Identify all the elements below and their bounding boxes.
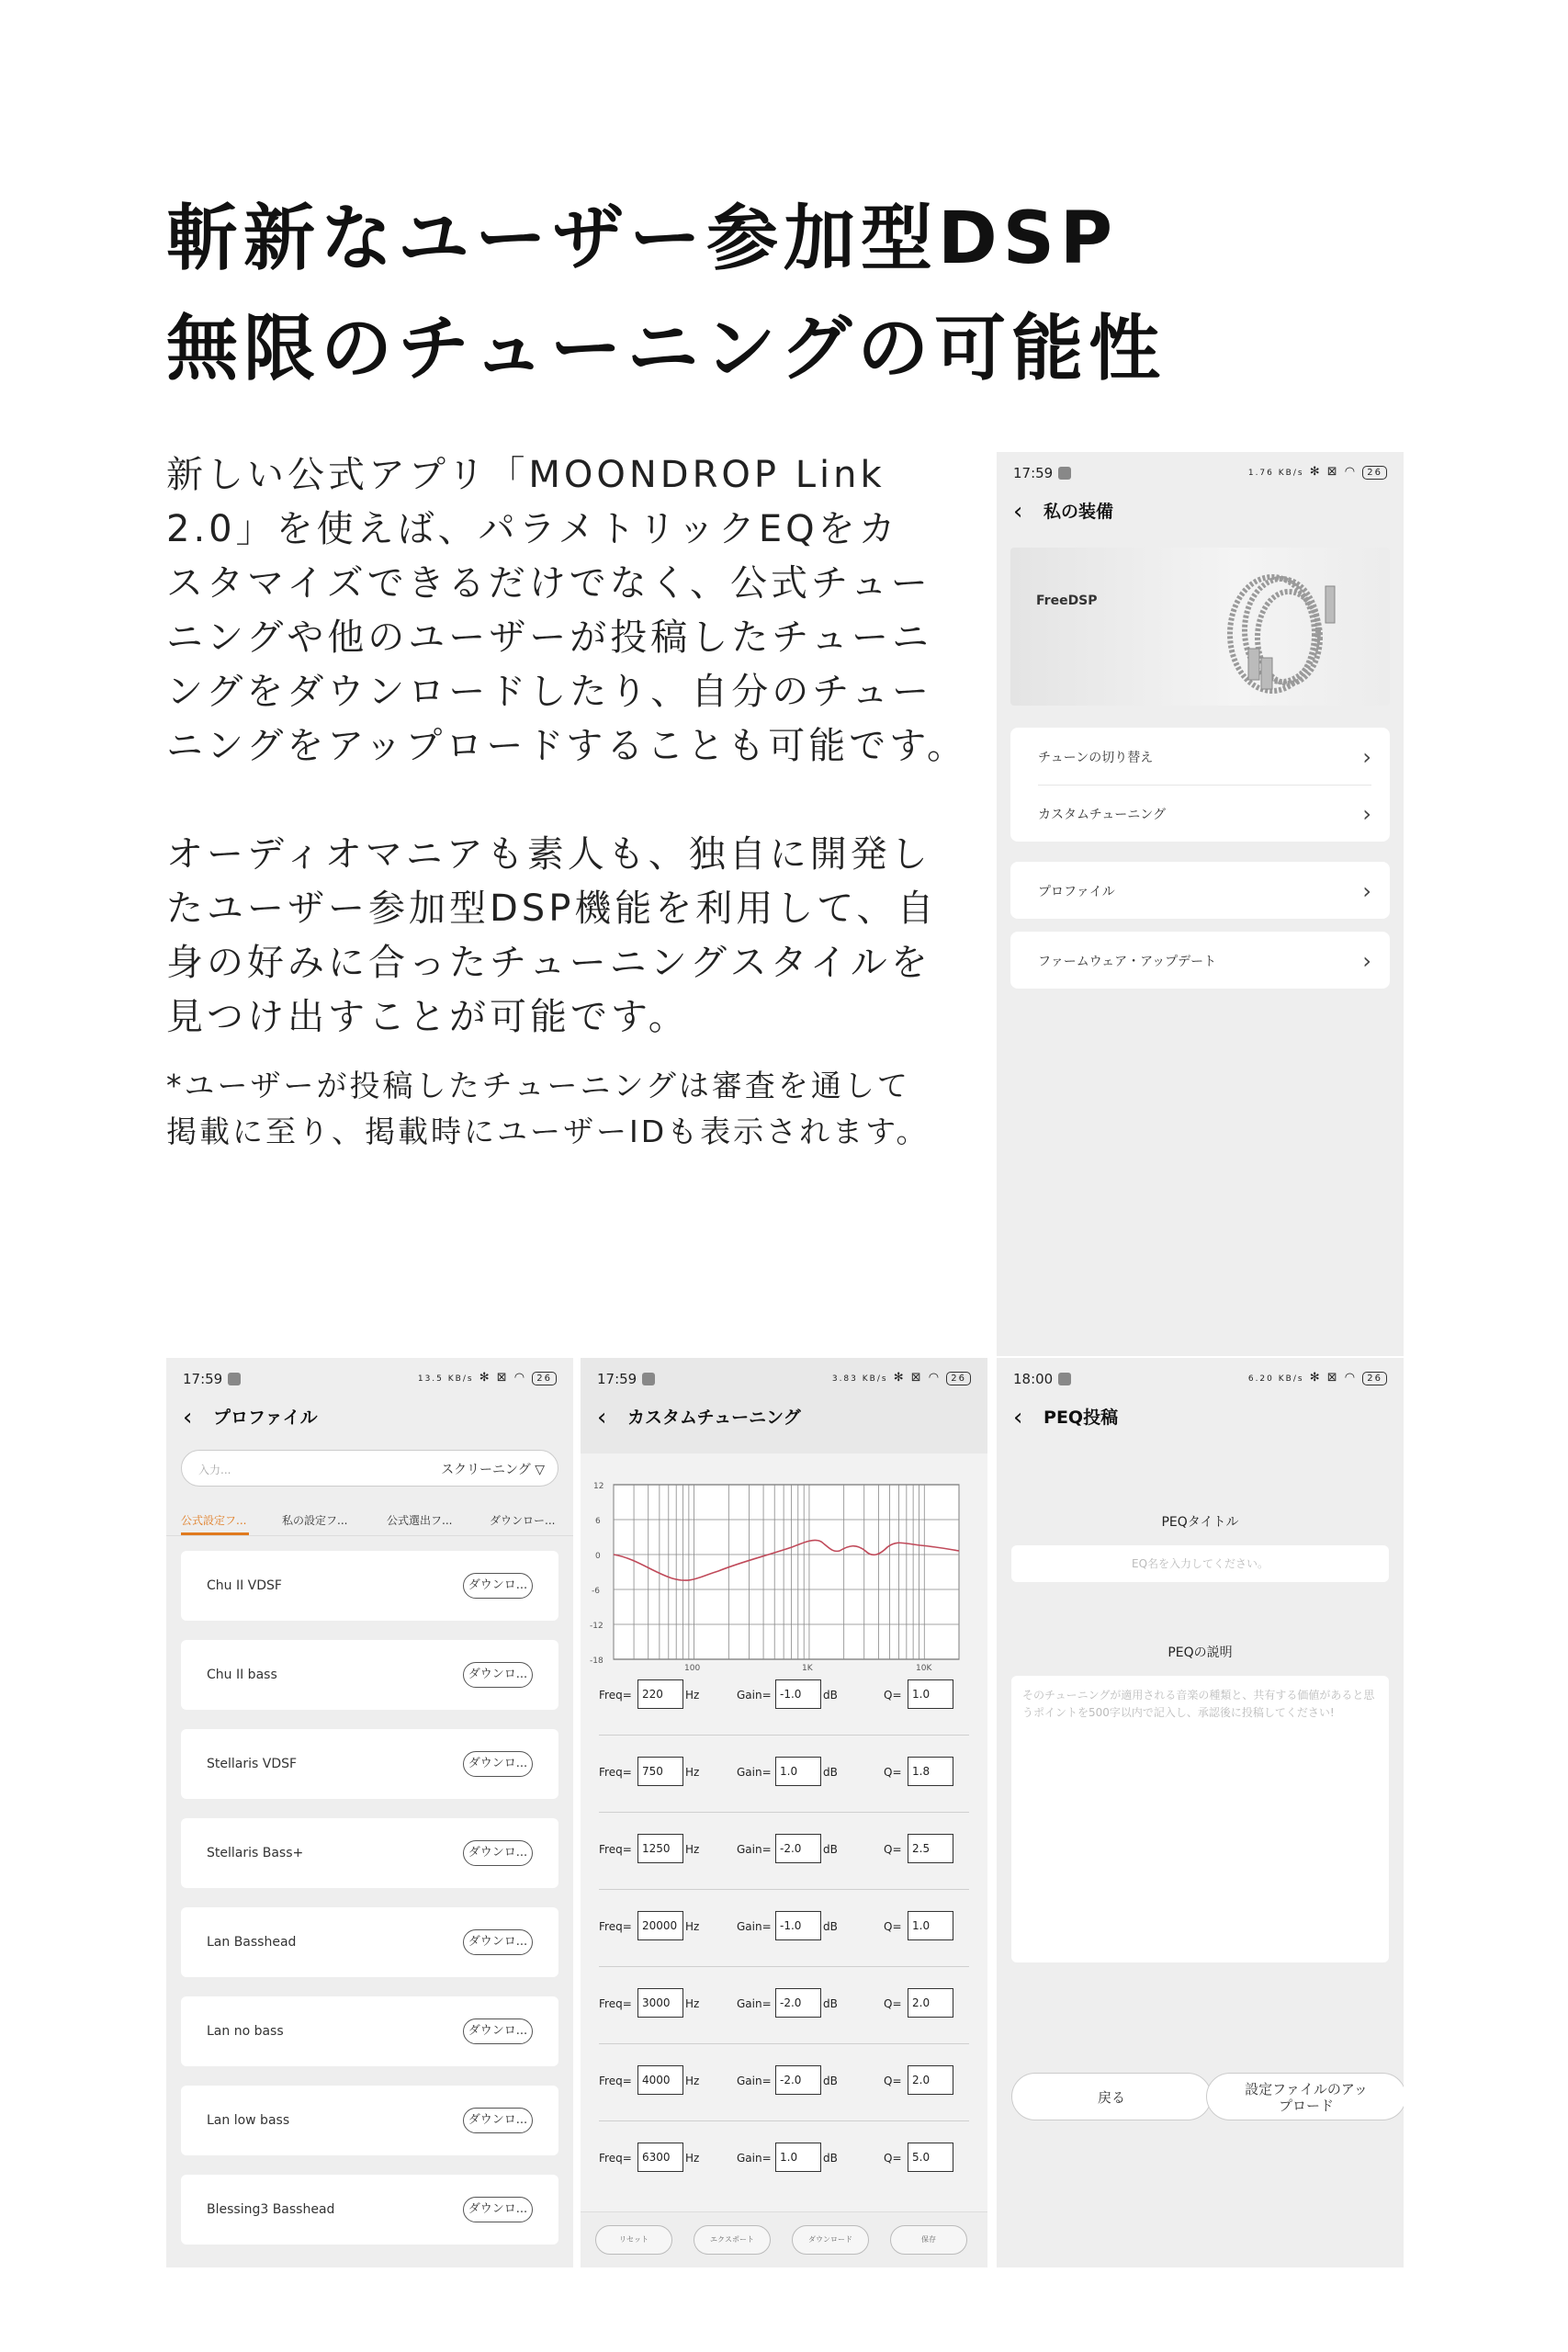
list-item[interactable] <box>181 1551 558 1621</box>
freq-label: Freq= <box>599 1689 632 1702</box>
page-title: 私の装備 <box>1043 502 1114 522</box>
tab-downloads[interactable]: ダウンロー... <box>490 1514 556 1527</box>
gain-input[interactable]: -1.0 <box>775 1911 821 1940</box>
profile-name: Blessing3 Basshead <box>207 2202 335 2217</box>
download-button[interactable]: ダウンロ... <box>463 2018 533 2044</box>
bottom-action-bar <box>581 2211 987 2267</box>
download-button[interactable]: ダウンロ... <box>463 1573 533 1599</box>
peq-filter-row <box>599 1986 969 2023</box>
q-label: Q= <box>884 1920 902 1933</box>
sim-icon: ⊠ <box>496 1371 509 1385</box>
freq-input[interactable]: 4000 <box>637 2065 683 2095</box>
gain-label: Gain= <box>737 1843 772 1856</box>
status-bar <box>1013 465 1387 487</box>
headline <box>166 184 1166 404</box>
headline-line-1: 斬新なユーザー参加型DSP <box>166 198 1119 280</box>
menu-card-tuning <box>1010 728 1390 842</box>
profile-name: Stellaris VDSF <box>207 1757 298 1771</box>
text-line: ニングをアップロードすることも可能です。 <box>166 725 967 767</box>
q-label: Q= <box>884 1766 902 1779</box>
tab-my-settings[interactable]: 私の設定フ... <box>282 1514 348 1527</box>
profile-name: Chu II bass <box>207 1668 277 1682</box>
freq-input[interactable]: 220 <box>637 1679 683 1709</box>
freq-input[interactable]: 1250 <box>637 1834 683 1863</box>
gain-input[interactable]: -1.0 <box>775 1679 821 1709</box>
back-arrow-icon[interactable]: ‹ <box>1013 498 1023 526</box>
tab-official-settings[interactable]: 公式設定フ... <box>181 1514 247 1527</box>
x-tick-label: 1K <box>802 1664 813 1672</box>
peq-description-placeholder: そのチューニングが適用される音楽の種類と、共有する価値があると思うポイントを500字以内で記入し、承認後に投稿してください! <box>1022 1689 1375 1719</box>
chevron-right-icon: › <box>1362 948 1371 974</box>
menu-item-label: ファームウェア・アップデート <box>1038 955 1217 969</box>
profile-name: Stellaris Bass+ <box>207 1846 304 1860</box>
y-tick-label: 12 <box>593 1482 604 1491</box>
q-input[interactable]: 2.0 <box>908 2065 953 2095</box>
freq-label: Freq= <box>599 1920 632 1933</box>
button-label: プロード <box>1278 2098 1334 2114</box>
notification-icon <box>228 1373 241 1385</box>
sim-icon: ⊠ <box>1326 1371 1339 1385</box>
reset-button[interactable]: リセット <box>595 2225 672 2255</box>
freq-input[interactable]: 6300 <box>637 2143 683 2172</box>
q-input[interactable]: 1.0 <box>908 1679 953 1709</box>
status-time: 17:59 <box>1013 465 1054 481</box>
chevron-right-icon: › <box>1362 878 1371 904</box>
list-item[interactable] <box>181 1729 558 1799</box>
gain-input[interactable]: 1.0 <box>775 1757 821 1786</box>
headline-line-2: 無限のチューニングの可能性 <box>166 308 1167 390</box>
text-line: 新しい公式アプリ「MOONDROP Link <box>166 454 886 496</box>
status-bar <box>1013 1371 1387 1393</box>
y-tick-label: 6 <box>595 1517 601 1526</box>
export-button[interactable]: エクスポート <box>694 2225 771 2255</box>
notification-icon <box>1058 467 1071 480</box>
battery-icon: 26 <box>532 1372 557 1385</box>
x-tick-label: 100 <box>684 1664 701 1672</box>
download-button[interactable]: ダウンロ... <box>463 1840 533 1866</box>
db-unit: dB <box>823 1920 838 1933</box>
text-line: 見つけ出すことが可能です。 <box>166 996 689 1038</box>
menu-item-label: プロファイル <box>1038 885 1115 899</box>
peq-filter-row <box>599 1909 969 1946</box>
gain-label: Gain= <box>737 1766 772 1779</box>
row-divider <box>599 2043 969 2044</box>
text-line: 掲載に至り、掲載時にユーザーIDも表示されます。 <box>166 1114 930 1149</box>
db-unit: dB <box>823 1843 838 1856</box>
upload-settings-button[interactable] <box>1206 2073 1404 2120</box>
tab-official-picks[interactable]: 公式選出フ... <box>387 1514 453 1527</box>
q-label: Q= <box>884 1689 902 1702</box>
screenshot-my-equipment <box>997 452 1404 1356</box>
wifi-icon: ◠ <box>928 1371 942 1385</box>
footnote <box>166 1063 975 1155</box>
hz-unit: Hz <box>685 1843 700 1856</box>
wifi-icon: ◠ <box>513 1371 527 1385</box>
y-tick-label: 0 <box>595 1552 601 1561</box>
download-button[interactable]: ダウンロ... <box>463 2108 533 2133</box>
db-unit: dB <box>823 2152 838 2165</box>
status-time: 18:00 <box>1013 1371 1054 1387</box>
screenshot-profile <box>166 1358 573 2267</box>
network-speed: 13.5 KB/s <box>417 1374 474 1384</box>
wifi-icon: ◠ <box>1344 465 1358 479</box>
list-item[interactable] <box>181 1907 558 1977</box>
freq-label: Freq= <box>599 2152 632 2165</box>
text-line: たユーザー参加型DSP機能を利用して、自 <box>166 888 938 930</box>
peq-filter-row <box>599 1678 969 1714</box>
hz-unit: Hz <box>685 2075 700 2087</box>
freq-label: Freq= <box>599 1997 632 2010</box>
q-label: Q= <box>884 2075 902 2087</box>
row-divider <box>599 2120 969 2121</box>
gain-label: Gain= <box>737 1689 772 1702</box>
row-divider <box>599 1812 969 1813</box>
row-divider <box>599 1966 969 1967</box>
sim-icon: ⊠ <box>1326 465 1339 479</box>
db-unit: dB <box>823 1766 838 1779</box>
text-line: 身の好みに合ったチューニングスタイルを <box>166 942 931 984</box>
download-button[interactable]: ダウンロ... <box>463 1751 533 1777</box>
hz-unit: Hz <box>685 2152 700 2165</box>
db-unit: dB <box>823 1997 838 2010</box>
screenshot-custom-tuning <box>581 1358 987 2267</box>
menu-item-tune-switch[interactable] <box>1038 744 1371 770</box>
q-input[interactable]: 1.0 <box>908 1911 953 1940</box>
back-button[interactable]: 戻る <box>1011 2073 1212 2120</box>
q-input[interactable]: 1.8 <box>908 1757 953 1786</box>
list-item[interactable] <box>181 1996 558 2066</box>
db-unit: dB <box>823 1689 838 1702</box>
menu-item-label: チューンの切り替え <box>1038 751 1154 765</box>
search-input[interactable] <box>181 1450 558 1487</box>
profile-name: Lan no bass <box>207 2024 284 2039</box>
freq-input[interactable]: 750 <box>637 1757 683 1786</box>
hz-unit: Hz <box>685 1766 700 1779</box>
text-line: *ユーザーが投稿したチューニングは審査を通して <box>166 1068 910 1103</box>
tab-divider <box>166 1535 573 1536</box>
freq-label: Freq= <box>599 2075 632 2087</box>
bluetooth-icon: ✻ <box>479 1371 491 1385</box>
row-divider <box>599 1735 969 1736</box>
earphone-cable-image <box>1197 549 1362 706</box>
hz-unit: Hz <box>685 1920 700 1933</box>
menu-card-profile <box>1010 862 1390 919</box>
feature-paragraph <box>166 828 975 1045</box>
gain-label: Gain= <box>737 2075 772 2087</box>
q-input[interactable]: 2.0 <box>908 1988 953 2018</box>
gain-input[interactable]: -2.0 <box>775 1834 821 1863</box>
profile-name: Lan Basshead <box>207 1935 297 1950</box>
list-item[interactable] <box>181 2086 558 2155</box>
screenshot-peq-post <box>997 1358 1404 2267</box>
battery-icon: 26 <box>1362 466 1387 480</box>
page-title: プロファイル <box>213 1408 318 1428</box>
save-button[interactable]: 保存 <box>890 2225 967 2255</box>
filter-button[interactable]: スクリーニング ▽ <box>441 1463 545 1477</box>
download-button[interactable]: ダウンロード <box>792 2225 869 2255</box>
y-tick-label: -6 <box>592 1587 600 1596</box>
notification-icon <box>1058 1373 1071 1385</box>
back-arrow-icon[interactable]: ‹ <box>183 1404 193 1431</box>
peq-title-label: PEQタイトル <box>1161 1515 1239 1530</box>
list-item[interactable] <box>181 1640 558 1710</box>
profile-name: Chu II VDSF <box>207 1578 282 1593</box>
list-item[interactable] <box>181 2175 558 2245</box>
text-line: オーディオマニアも素人も、独自に開発し <box>166 833 931 876</box>
sim-icon: ⊠ <box>910 1371 923 1385</box>
peq-filter-row <box>599 1832 969 1869</box>
gain-label: Gain= <box>737 1920 772 1933</box>
menu-card-firmware <box>1010 932 1390 989</box>
page-title: カスタムチューニング <box>627 1408 801 1428</box>
download-button[interactable]: ダウンロ... <box>463 2197 533 2222</box>
chevron-right-icon: › <box>1362 744 1371 770</box>
menu-item-firmware-update[interactable] <box>1038 948 1371 974</box>
device-banner[interactable] <box>1010 548 1390 706</box>
back-arrow-icon[interactable]: ‹ <box>597 1404 607 1431</box>
divider <box>1038 785 1371 786</box>
list-item[interactable] <box>181 1818 558 1888</box>
text-line: ングをダウンロードしたり、自分のチュー <box>166 671 932 713</box>
device-name: FreeDSP <box>1036 594 1098 608</box>
text-line: 2.0」を使えば、パラメトリックEQをカ <box>166 508 899 550</box>
gain-label: Gain= <box>737 2152 772 2165</box>
profile-name: Lan low bass <box>207 2113 290 2128</box>
download-button[interactable]: ダウンロ... <box>463 1929 533 1955</box>
y-tick-label: -18 <box>590 1657 604 1666</box>
status-time: 17:59 <box>597 1371 637 1387</box>
battery-icon: 26 <box>946 1372 971 1385</box>
peq-filter-row <box>599 2141 969 2177</box>
button-label: 設定ファイルのアッ <box>1245 2081 1368 2098</box>
hz-unit: Hz <box>685 1997 700 2010</box>
download-button[interactable]: ダウンロ... <box>463 1662 533 1688</box>
q-input[interactable]: 2.5 <box>908 1834 953 1863</box>
network-speed: 6.20 KB/s <box>1247 1374 1304 1384</box>
text-line: ニングや他のユーザーが投稿したチューニ <box>166 616 932 659</box>
peq-filter-row <box>599 1755 969 1792</box>
freq-label: Freq= <box>599 1843 632 1856</box>
peq-filter-row <box>599 2064 969 2100</box>
body-copy <box>166 448 975 1155</box>
wifi-icon: ◠ <box>1344 1371 1358 1385</box>
row-divider <box>599 1889 969 1890</box>
freq-label: Freq= <box>599 1766 632 1779</box>
eq-frequency-graph[interactable] <box>581 1470 987 1672</box>
back-arrow-icon[interactable]: ‹ <box>1013 1404 1023 1431</box>
menu-item-profile[interactable] <box>1038 878 1371 904</box>
intro-paragraph <box>166 448 975 774</box>
gain-label: Gain= <box>737 1997 772 2010</box>
battery-icon: 26 <box>1362 1372 1387 1385</box>
page-title: PEQ投稿 <box>1043 1408 1119 1428</box>
q-label: Q= <box>884 1997 902 2010</box>
q-input[interactable]: 5.0 <box>908 2143 953 2172</box>
bluetooth-icon: ✻ <box>1309 465 1322 479</box>
gain-input[interactable]: -2.0 <box>775 2065 821 2095</box>
peq-title-placeholder: EQ名を入力してください。 <box>1131 1557 1269 1570</box>
db-unit: dB <box>823 2075 838 2087</box>
x-tick-label: 10K <box>916 1664 932 1672</box>
notification-icon <box>642 1373 655 1385</box>
peq-description-input[interactable] <box>1011 1676 1389 1962</box>
profile-tabs <box>181 1512 573 1532</box>
q-label: Q= <box>884 1843 902 1856</box>
search-placeholder: 入力... <box>198 1464 231 1476</box>
y-tick-label: -12 <box>590 1622 604 1631</box>
menu-item-custom-tuning[interactable] <box>1038 801 1371 827</box>
hz-unit: Hz <box>685 1689 700 1702</box>
gain-input[interactable]: 1.0 <box>775 2143 821 2172</box>
text-line: スタマイズできるだけでなく、公式チュー <box>166 562 931 605</box>
status-bar <box>183 1371 557 1393</box>
gain-input[interactable]: -2.0 <box>775 1988 821 2018</box>
menu-item-label: カスタムチューニング <box>1038 808 1167 822</box>
freq-input[interactable]: 3000 <box>637 1988 683 2018</box>
freq-input[interactable]: 20000 <box>637 1911 683 1940</box>
peq-title-input[interactable] <box>1011 1545 1389 1582</box>
peq-description-label: PEQの説明 <box>1168 1645 1233 1660</box>
network-speed: 1.76 KB/s <box>1247 469 1304 478</box>
status-time: 17:59 <box>183 1371 223 1387</box>
network-speed: 3.83 KB/s <box>831 1374 888 1384</box>
bluetooth-icon: ✻ <box>1309 1371 1322 1385</box>
status-bar <box>597 1371 971 1393</box>
chevron-right-icon: › <box>1362 801 1371 827</box>
bluetooth-icon: ✻ <box>893 1371 906 1385</box>
q-label: Q= <box>884 2152 902 2165</box>
